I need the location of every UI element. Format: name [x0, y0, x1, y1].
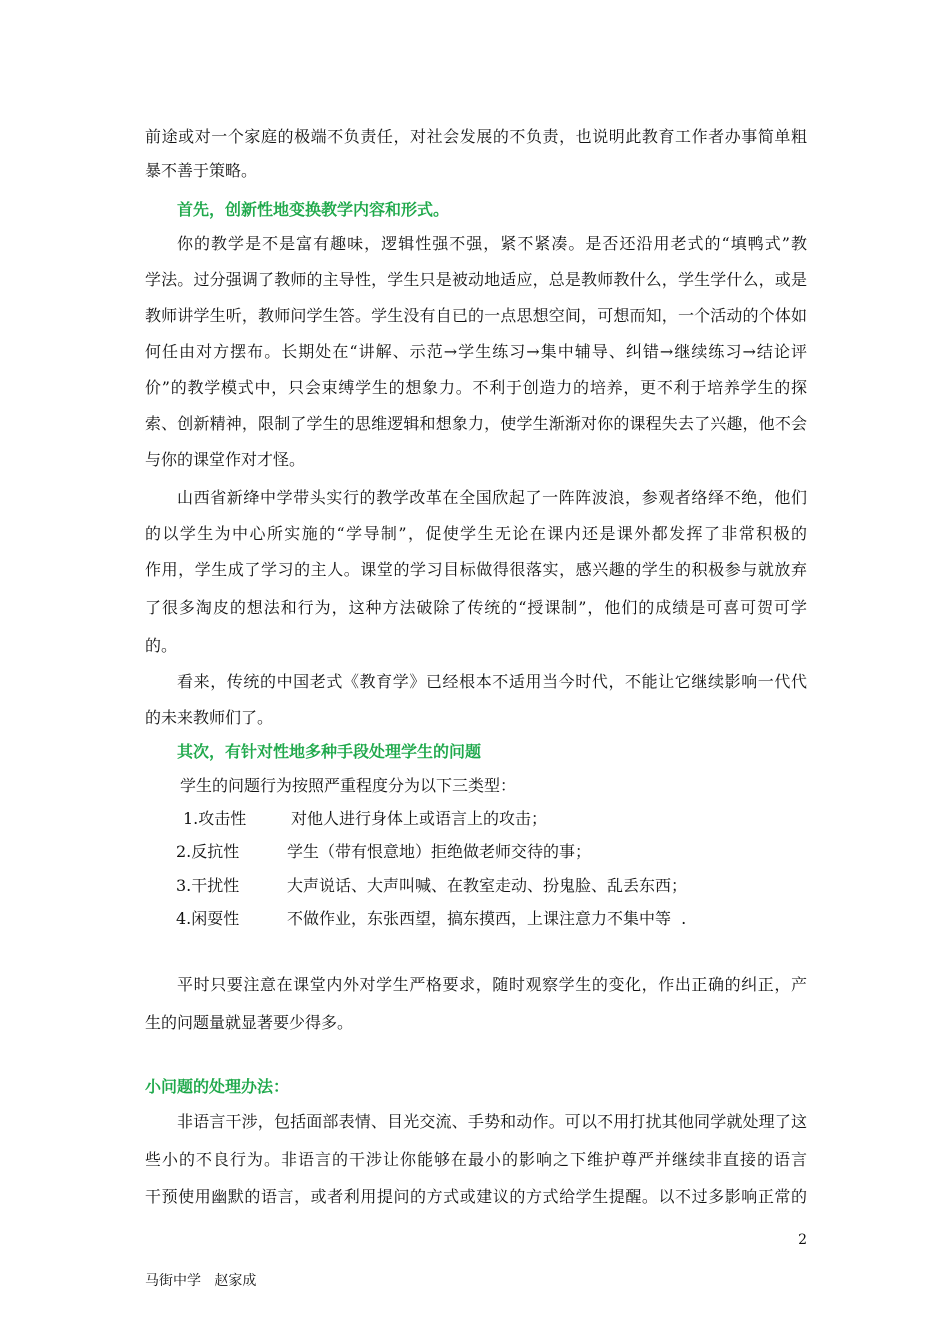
list-item-label: 3.干扰性 [176, 876, 240, 895]
paragraph-line: 教师讲学生听，教师问学生答。学生没有自已的一点思想空间，可想而知，一个活动的个体如 [145, 306, 807, 325]
page-footer: 马街中学 赵家成 [145, 1273, 257, 1289]
paragraph-line: 平时只要注意在课堂内外对学生严格要求，随时观察学生的变化，作出正确的纠正，产 [177, 975, 807, 994]
paragraph-line: 价”的教学模式中，只会束缚学生的想象力。不利于创造力的培养，更不利于培养学生的探 [145, 378, 807, 397]
paragraph-line: 的以学生为中心所实施的“学导制”，促使学生无论在课内还是课外都发挥了非常积极的 [145, 524, 807, 543]
list-item-desc: 大声说话、大声叫喊、在教室走动、扮鬼脸、乱丢东西； [287, 876, 688, 895]
paragraph-line: 索、创新精神，限制了学生的思维逻辑和想象力，使学生渐渐对你的课程失去了兴趣，他不会 [145, 414, 807, 433]
paragraph-line: 与你的课堂作对才怪。 [145, 450, 306, 469]
paragraph-line: 山西省新绛中学带头实行的教学改革在全国欣起了一阵阵波浪，参观者络绎不绝，他们 [177, 488, 807, 507]
section-heading-2: 其次，有针对性地多种手段处理学生的问题 [177, 742, 482, 761]
paragraph-line: 干预使用幽默的语言，或者利用提问的方式或建议的方式给学生提醒。以不过多影响正常的 [145, 1187, 807, 1206]
paragraph-line: 作用，学生成了学习的主人。课堂的学习目标做得很落实，感兴趣的学生的积极参与就放弃 [145, 560, 807, 579]
paragraph-line: 你的教学是不是富有趣味，逻辑性强不强，紧不紧凑。是否还沿用老式的“填鸭式”教 [177, 234, 807, 253]
paragraph-line: 前途或对一个家庭的极端不负责任，对社会发展的不负责，也说明此教育工作者办事简单粗 [145, 127, 807, 146]
paragraph-line: 些小的不良行为。非语言的干涉让你能够在最小的影响之下维护尊严并继续非直接的语言 [145, 1150, 807, 1169]
paragraph-line: 的。 [145, 636, 178, 655]
paragraph-line: 学生的问题行为按照严重程度分为以下三类型： [180, 776, 517, 795]
paragraph-line: 非语言干涉，包括面部表情、目光交流、手势和动作。可以不用打扰其他同学就处理了这 [177, 1112, 807, 1131]
list-item-desc: 学生（带有恨意地）拒绝做老师交待的事； [287, 842, 592, 861]
list-item-desc: 对他人进行身体上或语言上的攻击； [291, 809, 548, 828]
list-item-label: 4.闲耍性 [176, 909, 240, 928]
page-number: 2 [798, 1232, 807, 1248]
paragraph-line: 看来，传统的中国老式《教育学》已经根本不适用当今时代，不能让它继续影响一代代 [177, 672, 807, 691]
section-heading-1: 首先，创新性地变换教学内容和形式。 [177, 200, 450, 219]
paragraph-line: 何任由对方摆布。长期处在“讲解、示范→学生练习→集中辅导、纠错→继续练习→结论评 [145, 342, 807, 361]
paragraph-line: 的未来教师们了。 [145, 708, 274, 727]
paragraph-line: 学法。过分强调了教师的主导性，学生只是被动地适应，总是教师教什么，学生学什么，或是 [145, 270, 807, 289]
section-heading-3: 小问题的处理办法： [145, 1077, 290, 1096]
list-item-label: 1.攻击性 [183, 809, 247, 828]
paragraph-line: 了很多淘皮的想法和行为，这种方法破除了传统的“授课制”，他们的成绩是可喜可贺可学 [145, 598, 807, 617]
list-item-desc: 不做作业，东张西望，搞东摸西，上课注意力不集中等 . [287, 909, 687, 928]
paragraph-line: 生的问题量就显著要少得多。 [145, 1013, 354, 1032]
paragraph-line: 暴不善于策略。 [145, 161, 258, 180]
list-item-label: 2.反抗性 [176, 842, 240, 861]
